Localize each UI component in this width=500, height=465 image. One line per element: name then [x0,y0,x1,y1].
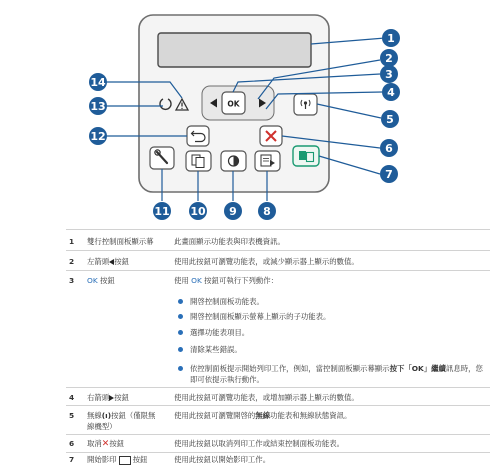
svg-text:5: 5 [386,113,394,126]
svg-text:7: 7 [385,168,393,181]
svg-text:9: 9 [229,205,237,218]
start-copy-icon [119,456,131,465]
row-divider [66,452,490,453]
callout-14 [89,73,107,91]
row-description: 使用 OK 按鈕可執行下列動作： [174,276,279,285]
row-divider [66,434,490,435]
back-button[interactable] [187,126,209,146]
callout-9 [224,202,242,220]
row-label: 右箭頭 按鈕 [87,393,129,402]
bullet-dot [178,330,183,335]
row-description: 使用此按鈕可瀏覽開啓的無線功能表和無線狀態資訊。 [174,411,352,420]
callout-5 [381,110,399,128]
cancel-button[interactable] [260,126,282,146]
copy-settings-button[interactable] [186,151,211,171]
row-label: 取消✕按鈕 [87,439,125,449]
svg-text:10: 10 [190,205,206,218]
row-label: 開始影印 按鈕 [87,455,148,464]
row-divider [66,270,490,271]
row-divider [66,405,490,406]
row-description: 使用此按鈕以開始影印工作。 [174,455,271,464]
callout-11 [153,202,171,220]
callout-1 [382,29,400,47]
bullet-dot [178,299,183,304]
row-divider [66,229,490,230]
row-description: 使用此按鈕可瀏覽功能表，或增加顯示器上顯示的數值。 [174,393,359,402]
row-divider [66,387,490,388]
row-number: 2 [69,257,75,266]
svg-text:11: 11 [154,205,170,218]
bullet-item: 選擇功能表項目。 [190,328,250,337]
row-divider [66,250,490,251]
callout-12 [89,127,107,145]
row-description: 此畫面顯示功能表與印表機資訊。 [174,237,285,246]
callout-10 [189,202,207,220]
callout-7 [380,165,398,183]
lighter-darker-button[interactable] [221,151,246,171]
bullet-item: 開啓控制面板顯示螢幕上顯示的子功能表。 [190,312,331,321]
svg-text:6: 6 [385,142,393,155]
row-label: 雙行控制面板顯示幕 [87,237,154,246]
wireless-button[interactable] [294,94,317,115]
row-number: 5 [69,411,75,420]
row-number: 7 [69,455,75,464]
svg-text:4: 4 [387,86,395,99]
row-number: 4 [69,393,75,402]
callout-8 [258,202,276,220]
lighter-darker-icon [229,156,239,166]
svg-text:8: 8 [263,205,271,218]
setup-button[interactable] [150,147,174,169]
bullet-item: 清除某些錯誤。 [190,345,242,354]
callout-13 [89,97,107,115]
bullet-dot [178,314,183,319]
row-number: 1 [69,237,75,246]
row-description: 使用此按鈕可瀏覽功能表，或減少顯示器上顯示的數值。 [174,257,359,266]
start-copy-button[interactable] [293,146,319,166]
svg-text:3: 3 [385,68,393,81]
ok-button-label: OK [227,99,240,109]
row-description: 使用此按鈕以取消列印工作或結束控制面板功能表。 [174,439,344,448]
row-number: 3 [69,276,75,285]
svg-text:1: 1 [387,32,395,45]
callout-3 [380,65,398,83]
bullet-dot [178,366,183,371]
row-label: 左箭頭 按鈕 [87,257,129,266]
ok-button[interactable] [222,92,245,114]
callout-2 [380,49,398,67]
wireless-icon: (ı) [101,411,112,420]
row-number: 6 [69,439,75,448]
control-panel-display [158,33,311,67]
bullet-item: 開啓控制面板功能表。 [190,297,264,306]
legend-table [0,226,500,465]
svg-text:14: 14 [90,76,106,89]
row-label: 無線(ı)按鈕（僅限無 線機型） [87,411,156,431]
callout-4 [382,83,400,101]
callout-6 [380,139,398,157]
bullet-dot [178,347,183,352]
bullet-item: 依控制面板提示開始列印工作，例如，當控制面板顯示幕顯示按下「OK」繼續訊息時，您即可依提示執行動作。 [190,364,483,384]
control-panel-diagram [0,0,500,226]
svg-text:2: 2 [385,52,393,65]
number-of-copies-button[interactable] [255,151,280,171]
svg-text:12: 12 [90,130,106,143]
svg-text:13: 13 [90,100,106,113]
cancel-x-icon: ✕ [101,439,110,449]
row-label: OK 按鈕 [87,276,115,285]
